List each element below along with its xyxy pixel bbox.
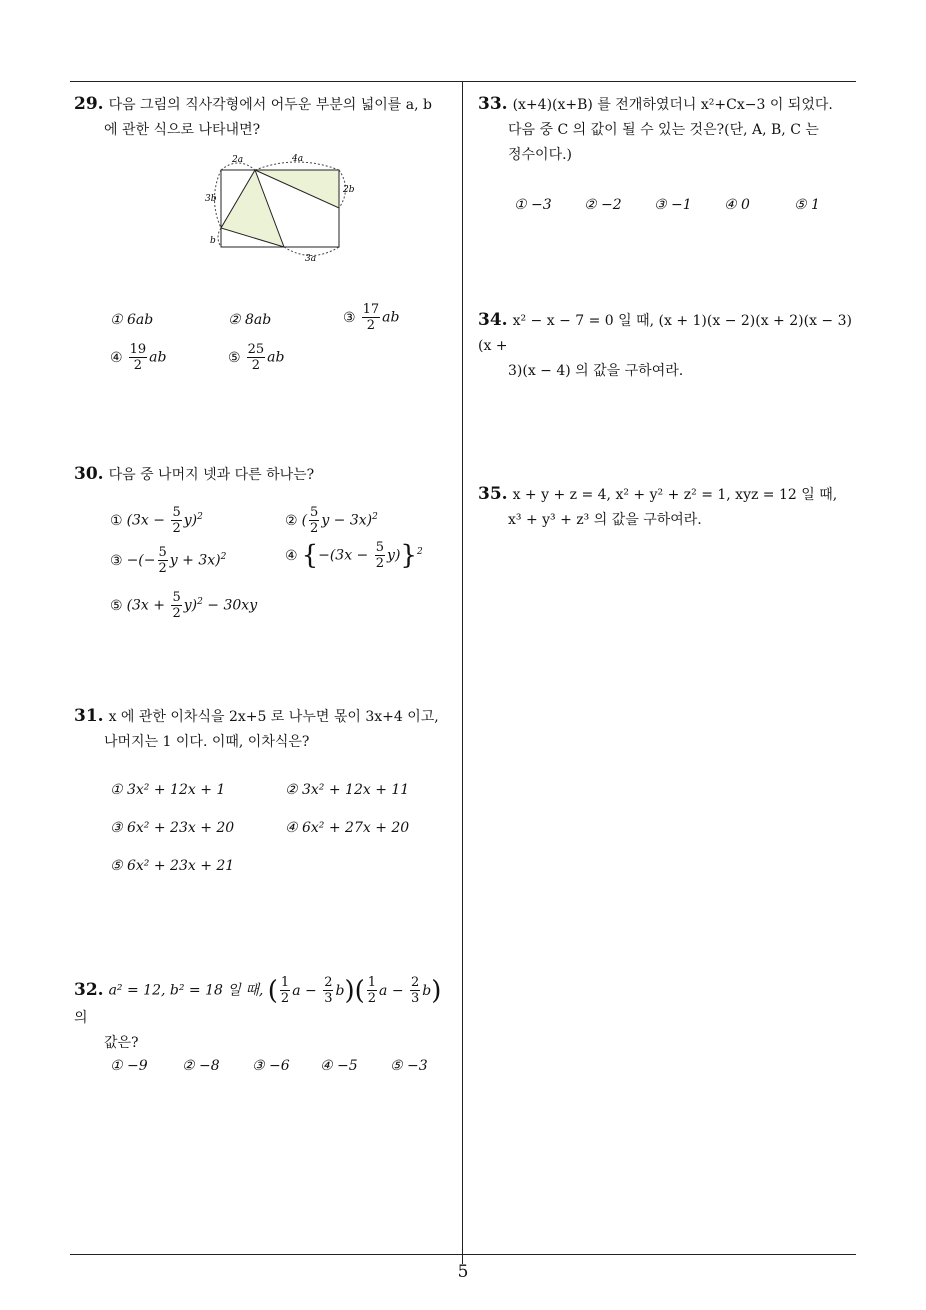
question-number: 31. xyxy=(74,706,104,726)
question-number: 32. xyxy=(74,979,104,1000)
q33-option-1[interactable]: ① −3 xyxy=(514,197,552,213)
question-32: 32. a² = 12, b² = 18 일 때, ( $\frac{1}{2}$ a − $\frac{2}{3}$ b)( $\frac{1}{2}$ a − $\frac{2}{3}$ b) 의 값은? xyxy=(74,975,459,1056)
question-text: x 에 관한 이차식을 2x+5 로 나누면 몫이 3x+4 이고, xyxy=(108,709,439,725)
label-left-top: 3b xyxy=(205,194,217,204)
q30-option-2[interactable]: ② ( $\frac{5}{2}$ y − 3x)$^2$ xyxy=(285,505,378,536)
q32-option-5[interactable]: ⑤ −3 xyxy=(390,1058,428,1074)
question-34 xyxy=(478,308,863,384)
q29-option-2[interactable]: ② 8ab xyxy=(228,312,272,328)
q30-option-4[interactable]: ④ {−(3x − $\frac{5}{2}$ y)}$^2$ xyxy=(285,540,423,571)
q29-option-1[interactable]: ① 6ab xyxy=(110,312,154,328)
q33-option-4[interactable]: ④ 0 xyxy=(724,197,750,213)
question-number: 34. xyxy=(478,310,508,330)
rectangle-figure xyxy=(200,150,370,265)
q33-option-3[interactable]: ③ −1 xyxy=(654,197,692,213)
question-text-cont: x³ + y³ + z³ 의 값을 구하여라. xyxy=(508,512,702,528)
question-text-cont: 3)(x − 4) 의 값을 구하여라. xyxy=(508,363,684,379)
label-top-left: 2a xyxy=(232,155,244,165)
q32-option-1[interactable]: ① −9 xyxy=(110,1058,148,1074)
question-31 xyxy=(74,704,459,755)
question-text: 다음 중 나머지 넷과 다른 하나는? xyxy=(108,467,315,483)
q33-option-2[interactable]: ② −2 xyxy=(584,197,622,213)
column-divider xyxy=(462,82,463,1264)
label-bottom: 3a xyxy=(305,254,317,264)
q32-expression: ( $\frac{1}{2}$ a − $\frac{2}{3}$ b)( $\frac{1}{2}$ a − $\frac{2}{3}$ b) xyxy=(267,975,442,1006)
question-text: a² = 12, b² = 18 일 때, xyxy=(108,982,264,999)
bottom-rule xyxy=(70,1254,856,1255)
q32-option-3[interactable]: ③ −6 xyxy=(252,1058,290,1074)
q29-option-4[interactable]: ④ $\frac{19}{2}$ ab xyxy=(110,342,167,373)
q31-option-2[interactable]: ② 3x² + 12x + 11 xyxy=(285,782,410,798)
q29-option-3[interactable]: ③ $\frac{17}{2}$ ab xyxy=(343,302,400,333)
question-text-cont: 에 관한 식으로 나타내면? xyxy=(104,122,261,138)
label-left-bottom: b xyxy=(210,236,216,246)
page-number: 5 xyxy=(457,1262,469,1282)
question-text-cont: 값은? xyxy=(104,1035,139,1051)
question-number: 33. xyxy=(478,94,508,114)
label-top-right: 4a xyxy=(292,154,304,164)
question-text-cont: 다음 중 C 의 값이 될 수 있는 것은?(단, A, B, C 는 xyxy=(508,122,819,138)
question-number: 35. xyxy=(478,484,508,504)
q31-option-1[interactable]: ① 3x² + 12x + 1 xyxy=(110,782,226,798)
q30-option-5[interactable]: ⑤ (3x + $\frac{5}{2}$ y)$^2$ − 30xy xyxy=(110,590,258,621)
q29-option-5[interactable]: ⑤ $\frac{25}{2}$ ab xyxy=(228,342,285,373)
question-text-cont: 정수이다.) xyxy=(508,147,573,163)
top-rule xyxy=(70,81,856,82)
question-text-cont: 나머지는 1 이다. 이때, 이차식은? xyxy=(104,734,310,750)
question-text: x² − x − 7 = 0 일 때, (x + 1)(x − 2)(x + 2)(x − 3)(x + xyxy=(478,313,852,354)
question-number: 29. xyxy=(74,94,104,114)
question-30 xyxy=(74,462,459,488)
q30-option-3[interactable]: ③ −(− $\frac{5}{2}$ y + 3x)$^2$ xyxy=(110,545,227,576)
q31-option-4[interactable]: ④ 6x² + 27x + 20 xyxy=(285,820,410,836)
question-text: 다음 그림의 직사각형에서 어두운 부분의 넓이를 a, b xyxy=(108,97,432,113)
shaded-triangle-left xyxy=(221,170,284,247)
q31-option-5[interactable]: ⑤ 6x² + 23x + 21 xyxy=(110,858,235,874)
question-29 xyxy=(74,92,459,143)
q30-option-1[interactable]: ① (3x − $\frac{5}{2}$ y)$^2$ xyxy=(110,505,203,536)
q31-option-3[interactable]: ③ 6x² + 23x + 20 xyxy=(110,820,235,836)
q32-option-2[interactable]: ② −8 xyxy=(182,1058,220,1074)
label-right: 2b xyxy=(343,185,355,195)
question-text: (x+4)(x+B) 를 전개하였더니 x²+Cx−3 이 되었다. xyxy=(512,97,833,113)
question-35 xyxy=(478,482,863,533)
question-number: 30. xyxy=(74,464,104,484)
q32-option-4[interactable]: ④ −5 xyxy=(320,1058,358,1074)
question-33 xyxy=(478,92,863,168)
question-text: x + y + z = 4, x² + y² + z² = 1, xyz = 12 일 때, xyxy=(512,487,838,503)
q33-option-5[interactable]: ⑤ 1 xyxy=(794,197,820,213)
